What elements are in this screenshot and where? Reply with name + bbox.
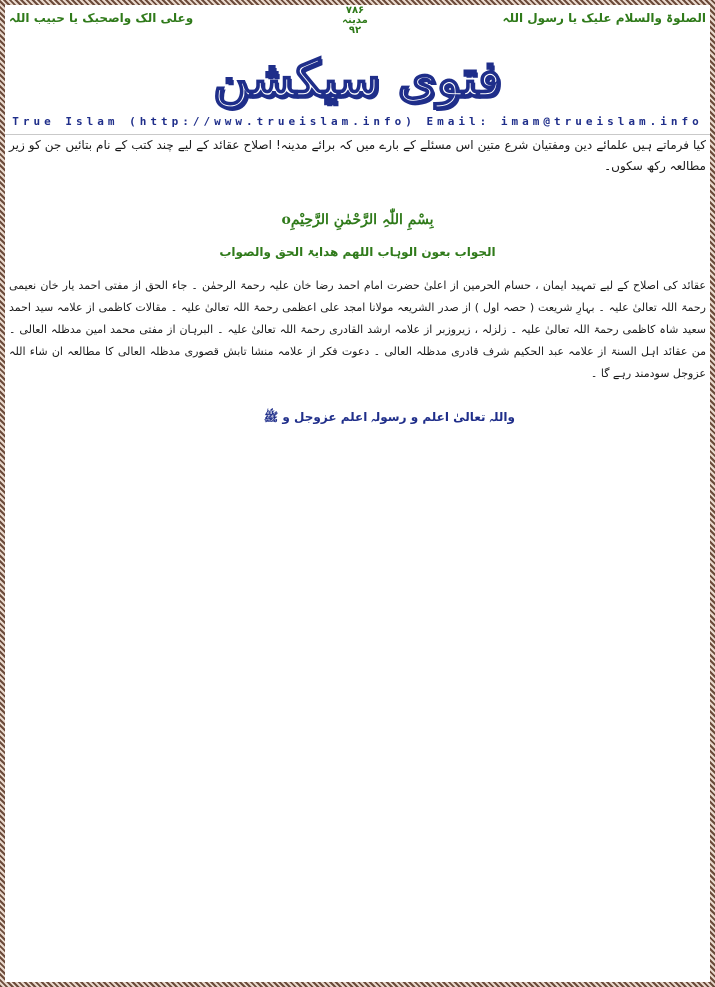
emblem-number-top: ۷۸۶ — [345, 5, 365, 16]
question-text: کیا فرماتے ہیں علمائے دین ومفتیان شرع متین اس مسئلے کے بارے میں کہ برائے مدینہ! اصلاح عقائد کے لیے چند کتب کے نام بتائیں جن کو زیر مطالعہ رکھ سکوں۔ — [9, 138, 706, 173]
salutation-right: الصلوۃ والسلام علیک یا رسول اللہ — [502, 11, 706, 25]
page-content — [5, 5, 710, 982]
emblem-word: مدینہ — [342, 15, 368, 26]
bismillah: بِسْمِ اللّٰہِ الرَّحْمٰنِ الرَّحِیْمِo — [281, 212, 434, 228]
contact-line: True Islam (http://www.trueislam.info) Email: imam@trueislam.info — [12, 115, 703, 128]
emblem-number-bottom: ۹۲ — [348, 25, 362, 36]
madina-emblem — [335, 6, 375, 36]
salutation-left: وعلی الک واصحبک یا حبیب اللہ — [9, 11, 194, 25]
answer-heading: الجواب بعون الوہاب اللھم ھدایۃ الحق والصواب — [219, 245, 496, 259]
answer-text: عقائد کی اصلاح کے لیے تمہید ایمان ، حسام الحرمین از اعلیٰ حضرت امام احمد رضا خان علیہ رحمۃ الرحمٰن ۔ جاء الحق از مفتی احمد یار خان نعیمی رحمۃ اللہ تعالیٰ علیہ ۔ بہارِ شریعت ( حصہ اول ) از صدر الشریعہ مولانا امجد علی اعظمی رحمۃ اللہ تعالیٰ علیہ ۔ مقالات کاظمی از علامہ سید احمد سعید شاہ کاظمی رحمۃ اللہ تعالیٰ علیہ ۔ زلزلہ ، زیروزبر از علامہ ارشد القادری رحمۃ اللہ تعالیٰ علیہ ۔ البرہان از مفتی محمد امین مدظلہ العالی ۔ من عقائد اہل السنۃ از علامہ عبد الحکیم شرف قادری مدظلہ العالی ۔ دعوت فکر از علامہ منشا تابش قصوری مدظلہ العالی کا مطالعہ ان شاء اللہ عزوجل سودمند رہے گا ۔ — [9, 279, 706, 380]
closing-phrase: واللہ تعالیٰ اعلم و رسولہ اعلم عزوجل و ﷺ — [263, 410, 515, 424]
page-title: فتوی سیکشن — [213, 49, 502, 108]
